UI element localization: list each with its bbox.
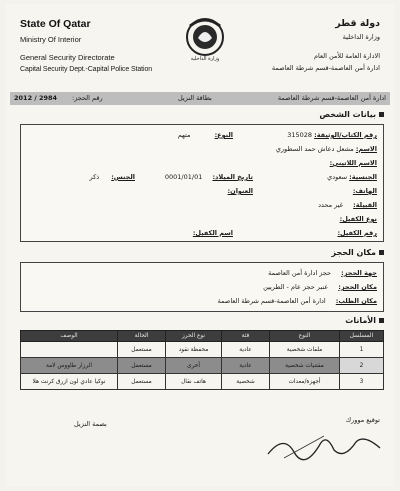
reference-number: 2012 / 2984 [14, 94, 58, 102]
gender-value: ذكر [89, 173, 100, 181]
type-value: متهم [177, 131, 191, 139]
emblem-caption: وزارة الداخلية [190, 56, 220, 62]
column-header: النوع [270, 331, 340, 342]
dob-row: تاريخ الميلاد: 0001/01/01 [164, 173, 253, 181]
table-row [21, 374, 384, 390]
detention-details-box [20, 262, 384, 312]
person-details-box [20, 124, 384, 242]
sponsor-name-row: اسم الكفيل: [192, 229, 233, 237]
ministry-name-ar: وزارة الداخلية [342, 33, 380, 41]
serial-cell: 2 [340, 358, 384, 374]
column-header: الحالة [118, 331, 166, 342]
category-cell: شخصية [222, 374, 270, 390]
sponsor-type-row: نوع الكفيل: [339, 215, 377, 223]
address-row: العنوان: [227, 187, 253, 195]
reference-label: رقم الحجز: [72, 94, 103, 102]
gender-row: الجنس: ذكر [89, 173, 135, 181]
reference-bar [10, 92, 390, 105]
deposits-table [20, 330, 384, 390]
fingerprint-label: بصمة النزيل [74, 420, 107, 428]
state-name-ar: دولة قطر [335, 18, 380, 29]
tribe-value: غير محدد [318, 201, 344, 209]
table-row [21, 358, 384, 374]
authority-row: جهة الحجز: حجز ادارة أمن العاصمة [268, 269, 377, 277]
nationality-value: سعودي [327, 173, 348, 181]
table-row [21, 342, 384, 358]
id-value: 315028 [287, 131, 313, 139]
department-name-ar: ادارة أمن العاصمة-قسم شرطة العاصمة [271, 64, 380, 72]
signature-label: توقيع موورك [345, 416, 380, 424]
name-value: مشعل دعاش حمد السطوري [275, 145, 354, 153]
kind-cell: أخرى [166, 358, 222, 374]
section-bullet-icon [379, 250, 384, 255]
state-cell: مستعمل [118, 358, 166, 374]
type-cell: أجهزة/معدات [270, 374, 340, 390]
sponsor-number-row: رقم الكفيل: [337, 229, 377, 237]
serial-cell: 3 [340, 374, 384, 390]
column-header: المسلسل [340, 331, 384, 342]
location-row: مكان الظلب: ادارة أمن العاصمة-قسم شرطة العاصمة [217, 297, 377, 305]
inmate-card-document [6, 4, 394, 487]
deposits-section-title: الأمانات [345, 316, 384, 325]
column-header: فئة [222, 331, 270, 342]
type-cell: ملفات شخصية [270, 342, 340, 358]
description-cell: الرزار طاووس لامة [21, 358, 118, 374]
directorate-name-en: General Security Directorate [20, 53, 115, 62]
nationality-row: الجنسية: سعودي [327, 173, 377, 181]
state-cell: مستعمل [118, 342, 166, 358]
serial-cell: 1 [340, 342, 384, 358]
place-row: مكان الحجز: عنبر حجز عام - الطريين [263, 283, 377, 291]
type-row: النوع: متهم [177, 131, 233, 139]
kind-cell: محفظة نقود [166, 342, 222, 358]
authority-value: حجز ادارة أمن العاصمة [268, 269, 332, 277]
detention-section-title: مكان الحجز [332, 248, 384, 257]
person-section-title: بيانات الشخص [319, 110, 384, 119]
section-bullet-icon [379, 112, 384, 117]
description-cell: نوكيا عادي لون ازرق كرنت هلا [21, 374, 118, 390]
table-header-row [21, 331, 384, 342]
latin-name-row: الاسم اللاتيني: [329, 159, 377, 167]
column-header: الوصف [21, 331, 118, 342]
ministry-name-en: Ministry Of Interior [20, 35, 82, 44]
name-row: الاسم: مشعل دعاش حمد السطوري [275, 145, 377, 153]
column-header: نوع الحرز [166, 331, 222, 342]
header-english [20, 18, 190, 73]
phone-row: الهاتف: [352, 187, 377, 195]
state-cell: مستعمل [118, 374, 166, 390]
header-arabic [220, 18, 380, 72]
id-row: رقم الكتاب/الوثيقة: 315028 [287, 131, 377, 139]
location-value: ادارة أمن العاصمة-قسم شرطة العاصمة [217, 297, 326, 305]
description-cell [21, 342, 118, 358]
card-title: بطاقة النزيل [178, 94, 212, 102]
dob-value: 0001/01/01 [164, 173, 203, 181]
place-value: عنبر حجز عام - الطريين [263, 283, 329, 291]
department-name-en: Capital Security Dept.-Capital Police Station [20, 66, 153, 73]
tribe-row: القبيلة: غير محدد [318, 201, 377, 209]
directorate-name-ar: الادارة العامة للأمن العام [313, 52, 380, 60]
category-cell: عادية [222, 342, 270, 358]
category-cell: عادية [222, 358, 270, 374]
reference-department: ادارة أمن العاصمة-قسم شرطة العاصمة [277, 94, 386, 102]
section-bullet-icon [379, 318, 384, 323]
state-name-en: State Of Qatar [20, 18, 91, 30]
signature-scribble-icon [264, 424, 384, 464]
kind-cell: هاتف نقال [166, 374, 222, 390]
type-cell: مقتنيات شخصية [270, 358, 340, 374]
